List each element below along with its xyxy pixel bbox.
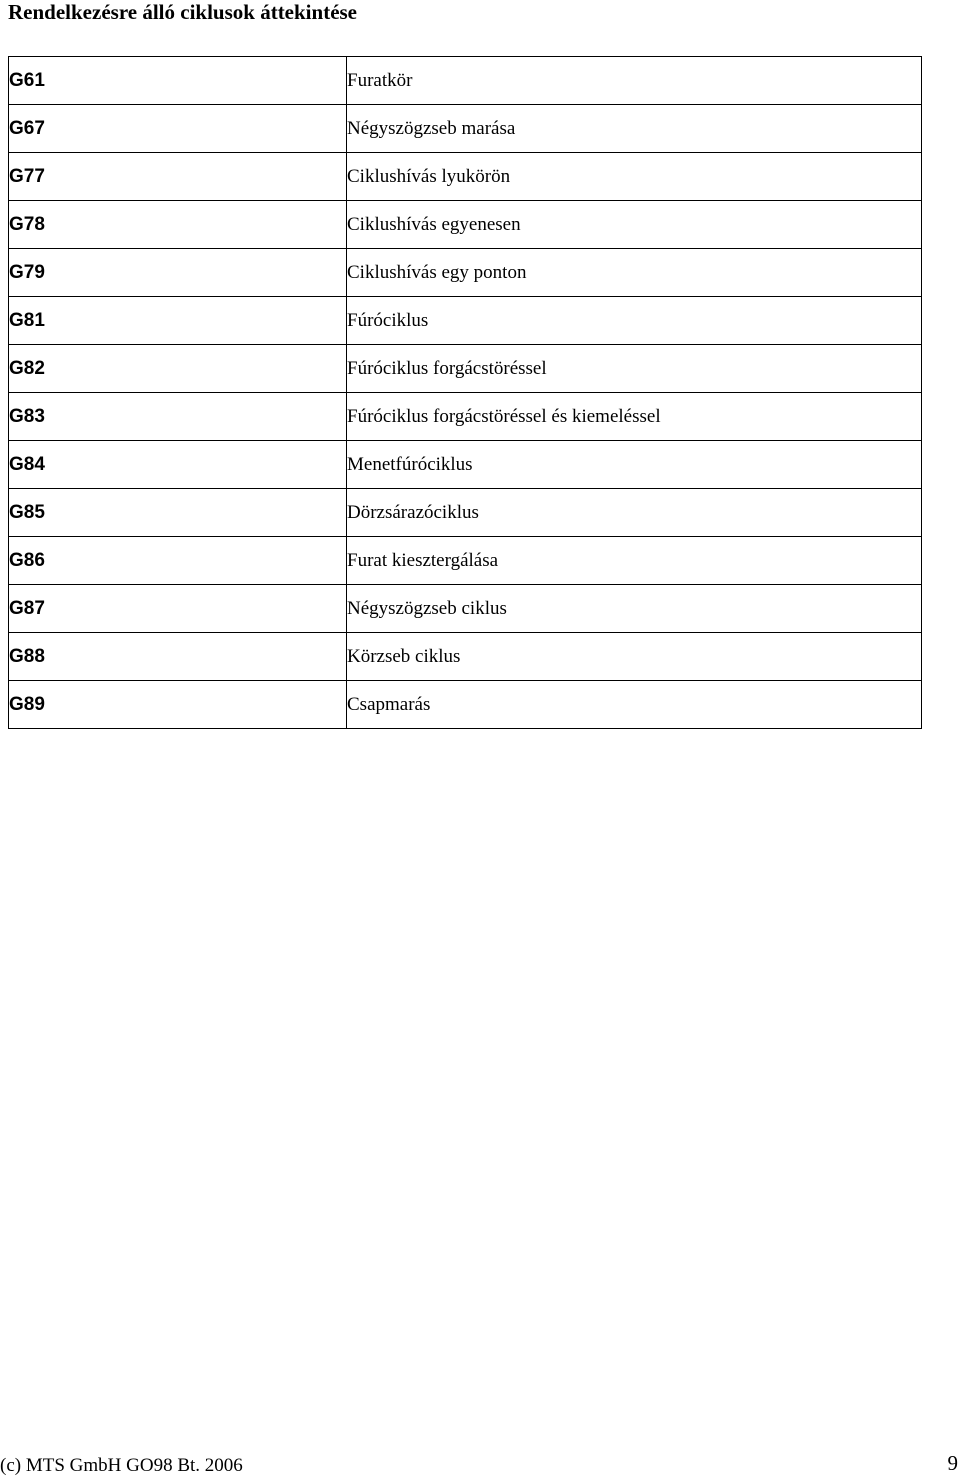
cycle-description-cell <box>347 201 922 249</box>
table-row <box>9 201 922 249</box>
cycle-description: Furatkör <box>347 69 413 91</box>
cycle-description-cell <box>347 441 922 489</box>
cycle-code-cell <box>9 249 347 297</box>
cycle-description-cell <box>347 393 922 441</box>
cycle-code: G88 <box>9 645 45 667</box>
cycle-code: G61 <box>9 69 45 91</box>
table-row <box>9 57 922 105</box>
footer-copyright: (c) MTS GmbH GO98 Bt. 2006 <box>0 1455 243 1476</box>
cycle-description: Fúróciklus forgácstöréssel <box>347 357 547 379</box>
cycle-description: Fúróciklus <box>347 309 429 331</box>
table-row <box>9 345 922 393</box>
cycle-code: G77 <box>9 165 45 187</box>
cycles-table <box>8 56 922 729</box>
table-row <box>9 249 922 297</box>
cycle-code-cell <box>9 537 347 585</box>
cycle-code: G85 <box>9 501 45 523</box>
table-row <box>9 441 922 489</box>
table-row <box>9 537 922 585</box>
cycle-description: Ciklushívás lyukörön <box>347 165 511 187</box>
cycle-code-cell <box>9 633 347 681</box>
cycle-code-cell <box>9 345 347 393</box>
table-row <box>9 633 922 681</box>
table-row <box>9 297 922 345</box>
cycle-description: Csapmarás <box>347 693 431 715</box>
cycle-description-cell <box>347 249 922 297</box>
cycle-description-cell <box>347 489 922 537</box>
cycle-description-cell <box>347 297 922 345</box>
table-row <box>9 153 922 201</box>
cycle-description: Dörzsárazóciklus <box>347 501 479 523</box>
cycle-code-cell <box>9 57 347 105</box>
cycle-code: G89 <box>9 693 45 715</box>
cycle-description: Ciklushívás egyenesen <box>347 213 521 235</box>
cycle-code-cell <box>9 585 347 633</box>
cycle-code: G79 <box>9 261 45 283</box>
page-number: 9 <box>947 1451 958 1475</box>
cycle-description: Négyszögzseb marása <box>347 117 516 139</box>
cycle-description-cell <box>347 345 922 393</box>
cycle-code-cell <box>9 297 347 345</box>
cycle-description: Körzseb ciklus <box>347 645 461 667</box>
cycle-description: Fúróciklus forgácstöréssel és kiemeléssel <box>347 405 661 427</box>
cycle-description: Négyszögzseb ciklus <box>347 597 507 619</box>
cycle-code: G67 <box>9 117 45 139</box>
cycle-code: G83 <box>9 405 45 427</box>
cycle-code: G87 <box>9 597 45 619</box>
cycle-code-cell <box>9 489 347 537</box>
cycle-code-cell <box>9 393 347 441</box>
cycle-code: G84 <box>9 453 45 475</box>
cycle-code: G78 <box>9 213 45 235</box>
cycle-code-cell <box>9 105 347 153</box>
cycle-code-cell <box>9 681 347 729</box>
table-row <box>9 585 922 633</box>
cycles-table-body <box>9 57 922 729</box>
cycle-description-cell <box>347 57 922 105</box>
cycle-description: Furat kiesztergálása <box>347 549 499 571</box>
cycle-description-cell <box>347 153 922 201</box>
cycle-description: Ciklushívás egy ponton <box>347 261 527 283</box>
cycle-code-cell <box>9 153 347 201</box>
cycle-description-cell <box>347 585 922 633</box>
table-row <box>9 681 922 729</box>
cycle-code: G82 <box>9 357 45 379</box>
cycle-description: Menetfúróciklus <box>347 453 473 475</box>
cycle-description-cell <box>347 633 922 681</box>
cycle-code: G81 <box>9 309 45 331</box>
table-row <box>9 489 922 537</box>
cycle-code: G86 <box>9 549 45 571</box>
cycle-code-cell <box>9 201 347 249</box>
cycle-code-cell <box>9 441 347 489</box>
cycle-description-cell <box>347 681 922 729</box>
table-row <box>9 393 922 441</box>
cycle-description-cell <box>347 105 922 153</box>
cycle-description-cell <box>347 537 922 585</box>
page-title: Rendelkezésre álló ciklusok áttekintése <box>8 0 358 24</box>
table-row <box>9 105 922 153</box>
